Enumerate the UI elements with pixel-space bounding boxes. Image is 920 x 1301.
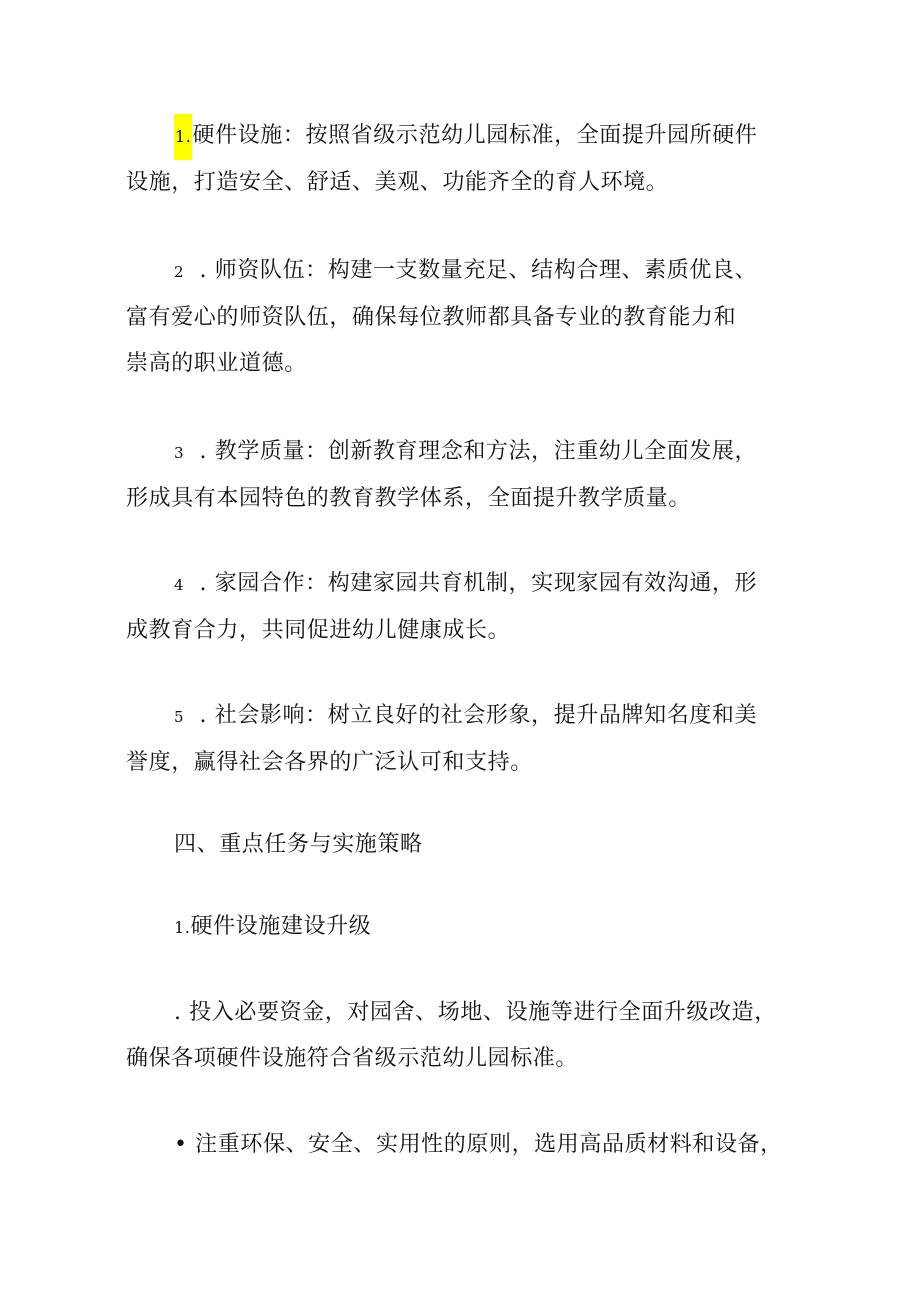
paragraph-line <box>126 693 786 740</box>
paragraph-line: • 注重环保、安全、实用性的原则，选用高品质材料和设备， <box>174 1132 783 1157</box>
paragraph-line: 形成具有本园特色的教育教学体系，全面提升教学质量。 <box>126 486 692 511</box>
paragraph-line: 设施，打造安全、舒适、美观、功能齐全的育人环境。 <box>126 170 669 195</box>
paragraph-line: 富有爱心的师资队伍，确保每位教师都具备专业的教育能力和 <box>126 305 737 330</box>
task-item-a <box>126 990 786 1082</box>
paragraph-text: . 社会影响：树立良好的社会形象，提升品牌知名度和美 <box>199 703 758 728</box>
paragraph-line: 确保各项硬件设施符合省级示范幼儿园标准。 <box>126 1046 579 1071</box>
goal-paragraph-3 <box>126 429 786 522</box>
paragraph-text: . 师资队伍：构建一支数量充足、结构合理、素质优良、 <box>199 258 758 283</box>
goal-paragraph-5 <box>126 693 786 786</box>
paragraph-text: 硬件设施：按照省级示范幼儿园标准，全面提升园所硬件 <box>192 123 758 148</box>
sub-heading <box>126 904 786 951</box>
item-number: 2 <box>174 263 184 281</box>
highlighted-number: 1. <box>174 114 192 160</box>
section-heading-text: 四、重点任务与实施策略 <box>174 832 423 857</box>
goal-paragraph-2 <box>126 248 786 387</box>
item-number: 5 <box>174 708 184 726</box>
paragraph-text: . 家园合作：构建家园共育机制，实现家园有效沟通，形 <box>199 571 758 596</box>
item-number: 4 <box>174 576 184 594</box>
paragraph-line <box>126 429 786 476</box>
goal-paragraph-4 <box>126 561 786 654</box>
item-number: 1. <box>174 918 191 937</box>
sub-heading-text: 硬件设施建设升级 <box>190 914 372 939</box>
section-heading <box>126 822 786 868</box>
sub-heading-line <box>126 904 786 951</box>
paragraph-line: 崇高的职业道德。 <box>126 351 307 376</box>
paragraph-line: . 投入必要资金，对园舍、场地、设施等进行全面升级改造， <box>174 1000 777 1025</box>
paragraph-text: . 教学质量：创新教育理念和方法，注重幼儿全面发展， <box>199 439 758 464</box>
paragraph-line <box>126 113 786 160</box>
paragraph-line: 成教育合力，共同促进幼儿健康成长。 <box>126 618 511 643</box>
task-item-b <box>126 1122 786 1168</box>
paragraph-line <box>126 561 786 608</box>
item-number: 3 <box>174 444 184 462</box>
paragraph-line: 誉度，赢得社会各界的广泛认可和支持。 <box>126 750 533 775</box>
goal-paragraph-1 <box>126 113 786 206</box>
paragraph-line <box>126 248 786 295</box>
